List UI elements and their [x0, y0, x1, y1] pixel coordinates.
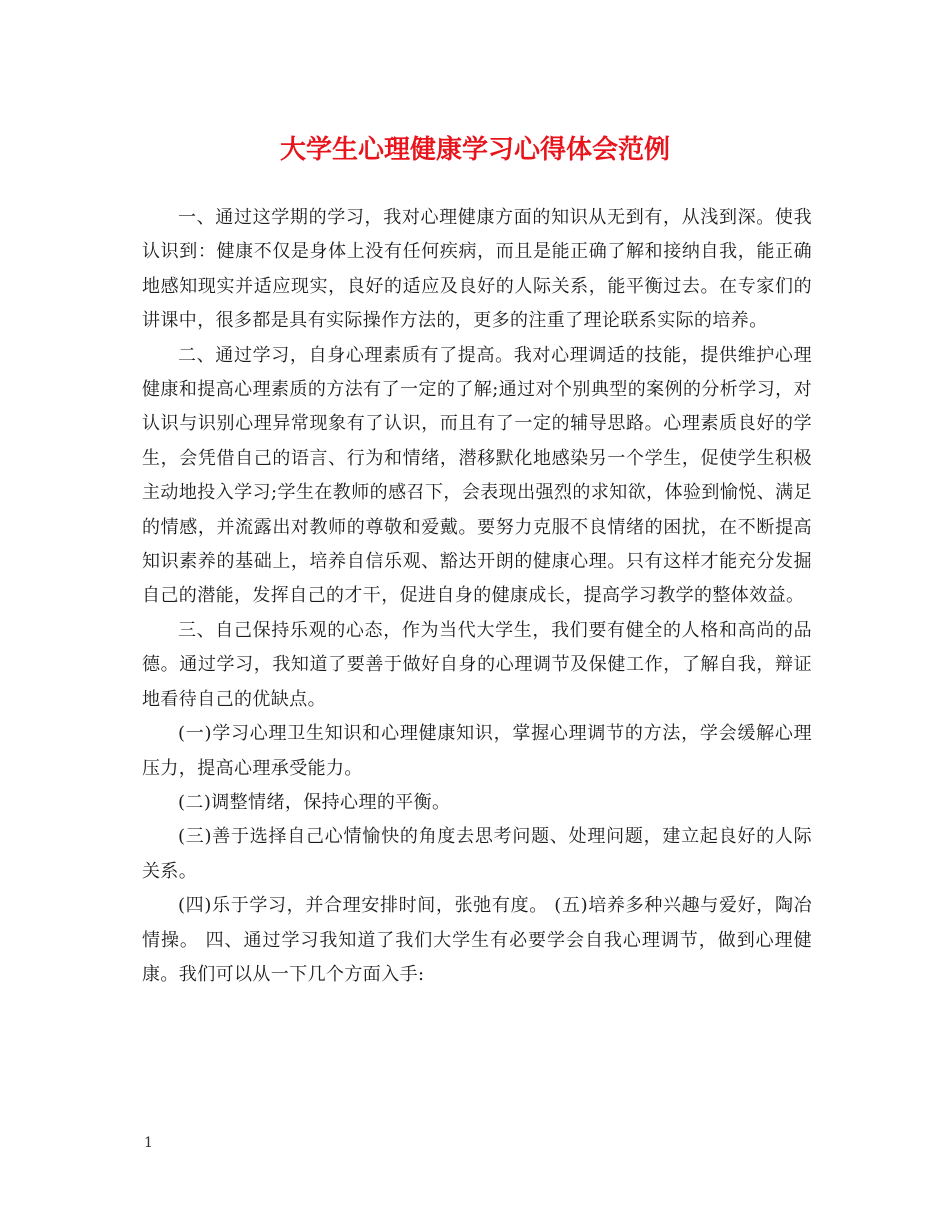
paragraph-7: (四)乐于学习，并合理安排时间，张弛有度。 (五)培养多种兴趣与爱好，陶冶情操。 四、通过学习我知道了我们大学生有必要学会自我心理调节，做到心理健康。我们可以从一下几个方面入手:: [142, 895, 812, 985]
paragraph-2: 二、通过学习，自身心理素质有了提高。我对心理调适的技能，提供维护心理健康和提高心理素质的方法有了一定的了解;通过对个别典型的案例的分析学习，对认识与识别心理异常现象有了认识，而且有了一定的辅导思路。心理素质良好的学生，会凭借自己的语言、行为和情绪，潜移默化地感染另一个学生，促使学生积极主动地投入学习;学生在教师的感召下，会表现出强烈的求知欲，体验到愉悦、满足的情感，并流露出对教师的尊敬和爱戴。要努力克服不良情绪的困扰，在不断提高知识素养的基础上，培养自信乐观、豁达开朗的健康心理。只有这样才能充分发掘自己的潜能，发挥自己的才干，促进自身的健康成长，提高学习教学的整体效益。: [142, 344, 812, 607]
page-number: 1: [144, 1135, 153, 1151]
paragraph-6: (三)善于选择自己心情愉快的角度去思考问题、处理问题，建立起良好的人际关系。: [142, 826, 812, 882]
document-title: 大学生心理健康学习心得体会范例: [279, 135, 670, 165]
paragraph-4: (一)学习心理卫生知识和心理健康知识，掌握心理调节的方法，学会缓解心理压力，提高心理承受能力。: [142, 723, 812, 779]
document-body: [142, 201, 812, 992]
paragraph-3: 三、自己保持乐观的心态，作为当代大学生，我们要有健全的人格和高尚的品德。通过学习，我知道了要善于做好自身的心理调节及保健工作，了解自我，辩证地看待自己的优缺点。: [142, 619, 812, 710]
paragraph-5: (二)调整情绪，保持心理的平衡。: [178, 791, 451, 813]
paragraph-1: 一、通过这学期的学习，我对心理健康方面的知识从无到有，从浅到深。使我认识到：健康不仅是身体上没有任何疾病，而且是能正确了解和接纳自我，能正确地感知现实并适应现实，良好的适应及良好的人际关系，能平衡过去。在专家们的讲课中，很多都是具有实际操作方法的，更多的注重了理论联系实际的培养。: [142, 207, 812, 332]
